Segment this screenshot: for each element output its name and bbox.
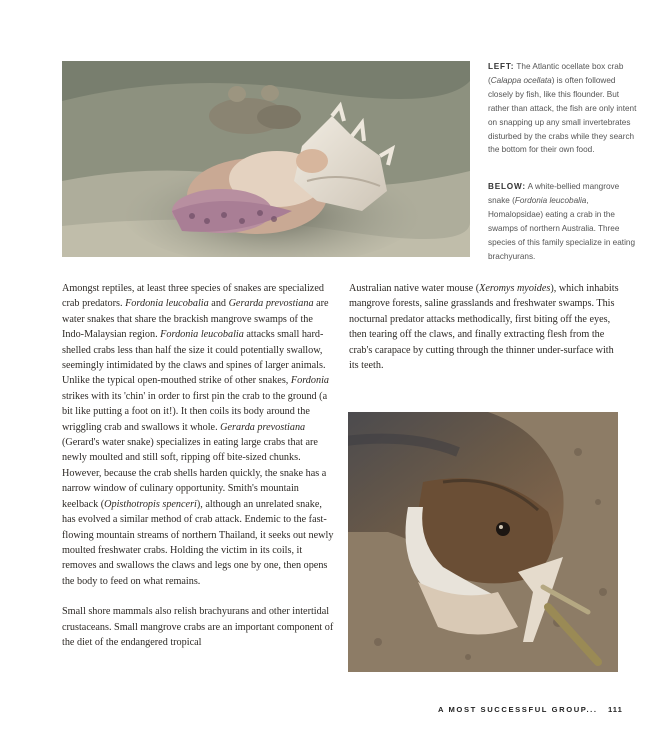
caption-left-tag: LEFT: [488,62,515,71]
crab-photo-illustration [62,61,470,257]
caption-below-tag: BELOW: [488,182,526,191]
crab-flounder-photo [62,61,470,257]
paragraph-mammals: Small shore mammals also relish brachyurans and other intertidal crustaceans. Small mangrove crabs are an important component of the diet of the endangered tropical [62,606,334,648]
paragraph-snakes: Amongst reptiles, at least three species of snakes are specialized crab predators. Fordonia leucobalia and Gerarda prevostiana are water snakes that share the brackish mangrove swamps of the Indo-Malaysian region. Fordonia leucobalia attacks small hard-shelled crabs less than half the size it could potentially swallow, seemingly intimidated by the claws and spines of larger animals. Unlike the typical open-mouthed strike of other snakes, Fordonia strikes with its 'chin' in order to first pin the crab to the ground (a bit like putting a foot on it!). It then coils its body around the wriggling crab and swallows it whole. Gerarda prevostiana (Gerard's water snake) specializes in eating large crabs that are newly moulted and still soft, ripping off bite-sized chunks. However, because the crab shells harden quickly, the snake has a narrow window of culinary opportunity. Smith's mountain keelback (Opisthotropis spenceri), although an unrelated snake, has evolved a similar method of crab attack. Endemic to the fast-flowing mountain streams of northern Thailand, it seeks out newly moulted freshwater crabs. Holding the victim in its coils, it removes and swallows the claws and legs one by one, then opens the body to feed on what remains. [62,283,334,587]
page-number: 111 [608,705,623,714]
body-column-left [62,281,337,650]
snake-photo-illustration [348,412,618,672]
caption-below: BELOW: A white-bellied mangrove snake (Fordonia leucobalia, Homalopsidae) eating a crab in the swamps of northern Australia. Three species of this family specialize in eating brachyurans. [488,182,635,261]
caption-left: LEFT: The Atlantic ocellate box crab (Calappa ocellata) is often followed closely by fish, like this flounder. But rather than attack, the fish are only intent on snapping up any small invertebrates disturbed by the crabs while they search the bottom for their own food. [488,62,637,155]
snake-crab-photo [348,412,618,672]
body-column-right [349,281,625,373]
running-footer-title: A MOST SUCCESSFUL GROUP... [438,705,598,714]
paragraph-water-mouse: Australian native water mouse (Xeromys myoides), which inhabits mangrove forests, saline grasslands and freshwater swamps. This nocturnal predator attacks methodically, first biting off the eyes, then tearing off the claws, and finally extracting flesh from the crab's carapace by cutting through the thinner under-surface with its teeth. [349,283,619,372]
